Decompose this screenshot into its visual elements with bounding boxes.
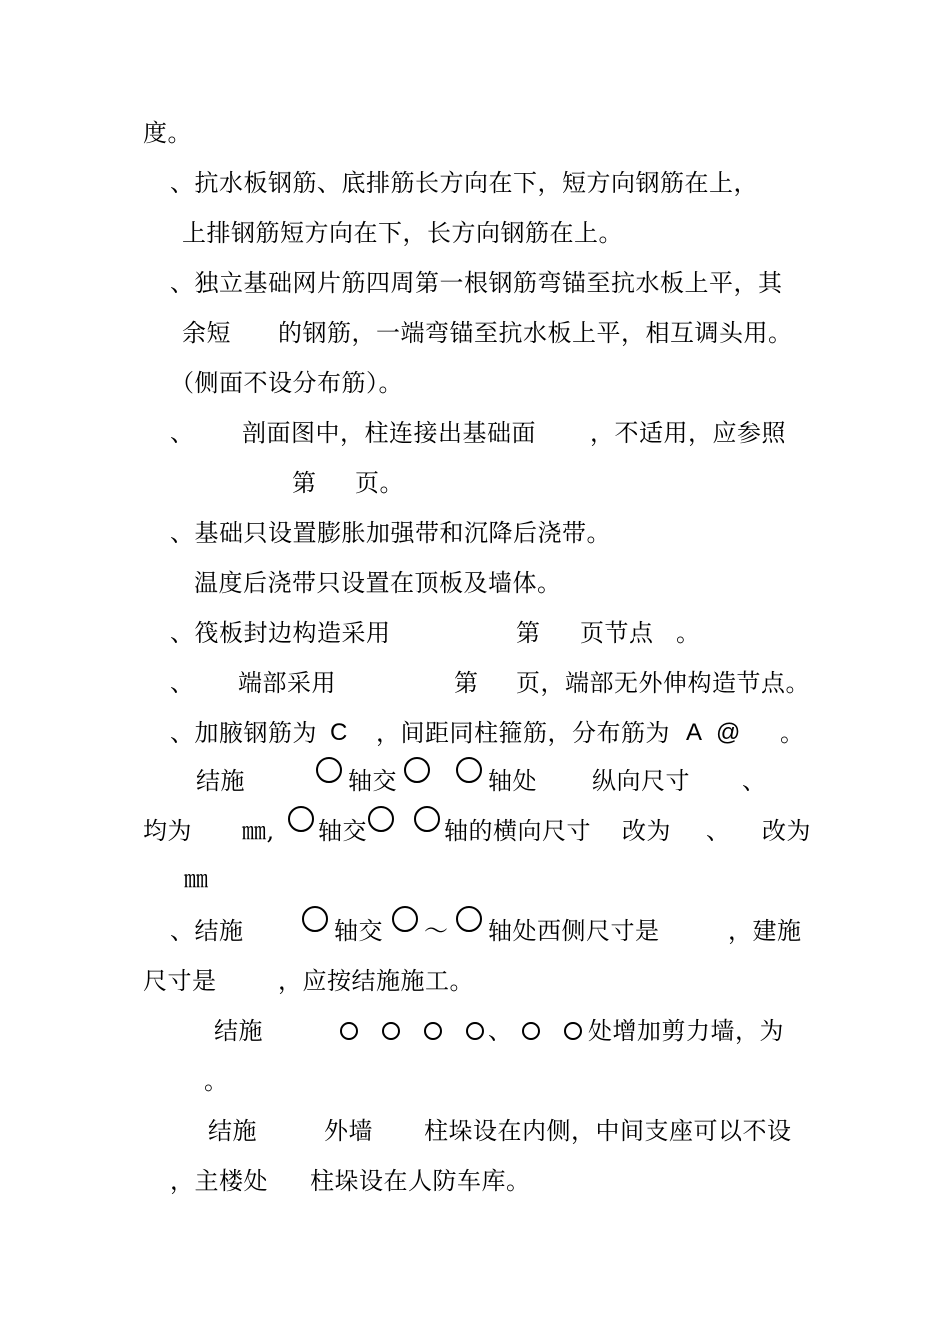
axis-circle-icon — [424, 1022, 442, 1040]
text-line: 处增加剪力墙，为 — [588, 1017, 784, 1045]
text-line: 端部采用 — [238, 669, 336, 697]
axis-circle-icon — [288, 806, 314, 832]
text-line: 度。 — [143, 119, 192, 147]
text-line: （侧面不设分布筋）。 — [170, 369, 403, 397]
axis-circle-icon — [392, 906, 418, 932]
text-line: 上排钢筋短方向在下，长方向钢筋在上。 — [182, 219, 623, 247]
text-line: 、加腋钢筋为 — [170, 719, 317, 747]
text-line: 、 — [170, 419, 195, 447]
text-line: 、基础只设置膨胀加强带和沉降后浇带。 — [170, 519, 611, 547]
text-line: 轴处 — [488, 767, 537, 795]
text-line: ㎜ — [184, 865, 209, 893]
text-line: 、抗水板钢筋、底排筋长方向在下，短方向钢筋在上， — [170, 169, 758, 197]
axis-circle-icon — [340, 1022, 358, 1040]
axis-circle-icon — [404, 757, 430, 783]
axis-circle-icon — [368, 806, 394, 832]
text-line: ，不适用，应参照 — [590, 419, 786, 447]
text-line: 第 — [516, 619, 541, 647]
text-line: 。 — [780, 719, 805, 747]
text-line: 。 — [204, 1067, 229, 1095]
text-line: 均为 — [143, 817, 192, 845]
text-line: 的钢筋，一端弯锚至抗水板上平，相互调头用。 — [278, 319, 793, 347]
text-line: 轴交 — [318, 817, 367, 845]
axis-circle-icon — [564, 1022, 582, 1040]
text-line: 第 — [292, 469, 317, 497]
text-line: 结施 — [196, 767, 245, 795]
text-line: 柱垛设在内侧，中间支座可以不设 — [424, 1117, 792, 1145]
axis-circle-icon — [456, 757, 482, 783]
text-line: ～ — [424, 917, 449, 945]
axis-circle-icon — [382, 1022, 400, 1040]
text-line: 柱垛设在人防车库。 — [310, 1167, 531, 1195]
text-line: ，主楼处 — [170, 1167, 268, 1195]
axis-circle-icon — [302, 906, 328, 932]
text-line: 轴处西侧尺寸是 — [488, 917, 660, 945]
text-line: 、 — [742, 767, 767, 795]
text-line: A — [686, 719, 703, 746]
text-line: ，建施 — [728, 917, 802, 945]
text-line: 改为 — [622, 817, 671, 845]
text-line: 剖面图中，柱连接出基础面 — [242, 419, 536, 447]
text-line: ，间距同柱箍筋，分布筋为 — [376, 719, 670, 747]
text-line: 结施 — [214, 1017, 263, 1045]
text-line: ，应按结施施工。 — [278, 967, 474, 995]
text-line: 、筏板封边构造采用 — [170, 619, 391, 647]
text-line: 第 — [454, 669, 479, 697]
axis-circle-icon — [466, 1022, 484, 1040]
text-line: 轴交 — [348, 767, 397, 795]
text-line: 轴交 — [334, 917, 383, 945]
text-line: 、独立基础网片筋四周第一根钢筋弯锚至抗水板上平，其 — [170, 269, 783, 297]
text-line: 温度后浇带只设置在顶板及墙体。 — [194, 569, 562, 597]
text-line: 轴的横向尺寸 — [444, 817, 591, 845]
text-line: 、结施 — [170, 917, 244, 945]
text-line: 纵向尺寸 — [592, 767, 690, 795]
axis-circle-icon — [316, 757, 342, 783]
text-line: @ — [716, 719, 741, 746]
text-line: 、 — [706, 817, 731, 845]
axis-circle-icon — [414, 806, 440, 832]
text-line: 余短 — [182, 319, 231, 347]
axis-circle-icon — [456, 906, 482, 932]
text-line: 页节点 — [580, 619, 654, 647]
text-line: C — [330, 719, 348, 746]
text-line: 改为 — [762, 817, 811, 845]
text-line: 尺寸是 — [143, 967, 217, 995]
text-line: ㎜, — [242, 817, 275, 845]
text-line: 外墙 — [324, 1117, 373, 1145]
text-line: 页，端部无外伸构造节点。 — [516, 669, 810, 697]
text-line: 。 — [676, 619, 701, 647]
text-line: 结施 — [208, 1117, 257, 1145]
text-line: 页。 — [355, 469, 404, 497]
axis-circle-icon — [522, 1022, 540, 1040]
text-line: 、 — [488, 1017, 513, 1045]
text-line: 、 — [170, 669, 195, 697]
